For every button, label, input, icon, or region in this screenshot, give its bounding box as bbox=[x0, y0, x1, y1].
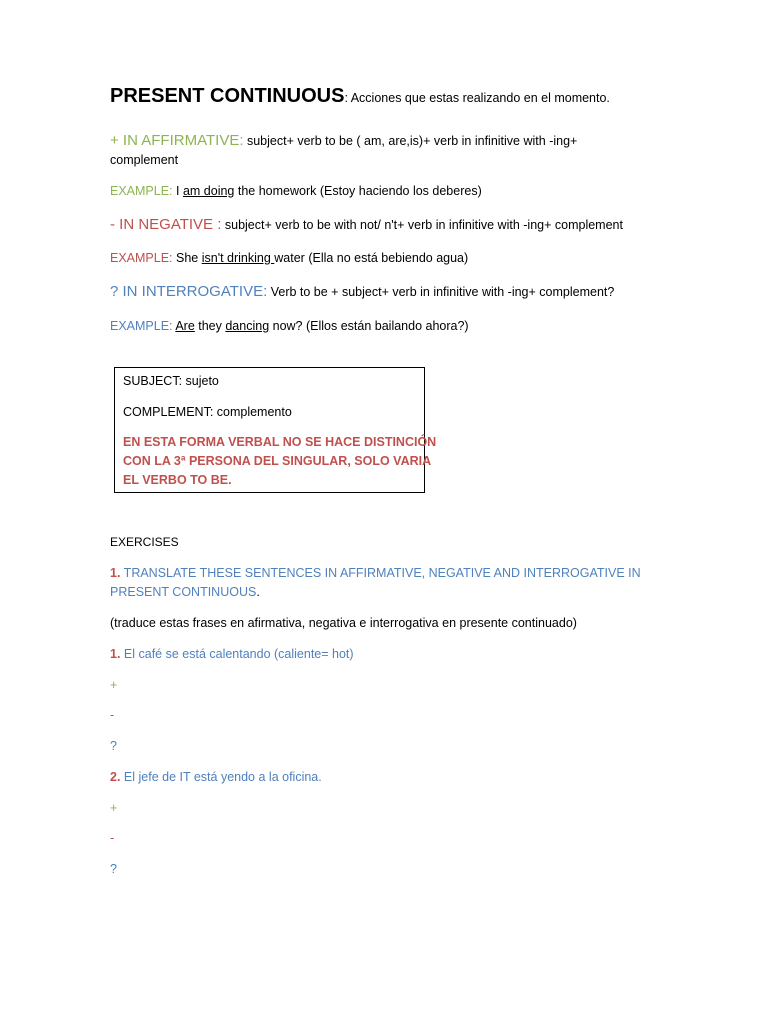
exercise-number: 1. bbox=[110, 566, 121, 580]
sentence-item bbox=[110, 646, 354, 662]
example-text: She bbox=[172, 251, 202, 265]
example-verb: dancing bbox=[225, 319, 270, 333]
example-label: EXAMPLE: bbox=[110, 251, 173, 265]
title-description: : Acciones que estas realizando en el momento. bbox=[344, 91, 610, 105]
warning-line: EN ESTA FORMA VERBAL NO SE HACE DISTINCIÓN bbox=[123, 435, 437, 449]
warning-line: EL VERBO TO BE. bbox=[123, 473, 232, 487]
affirmative-label: + IN AFFIRMATIVE: bbox=[110, 132, 244, 149]
affirmative-rule-continued: complement bbox=[110, 153, 179, 167]
example-label: EXAMPLE: bbox=[110, 184, 173, 198]
example-label: EXAMPLE: bbox=[110, 319, 173, 333]
negative-label: - IN NEGATIVE : bbox=[110, 216, 222, 233]
negative-rule-text: subject+ verb to be with not/ n't+ verb in infinitive with -ing+ complement bbox=[221, 218, 623, 232]
example-text: they bbox=[194, 319, 226, 333]
sentence-number: 1. bbox=[110, 647, 121, 661]
example-text: water (Ella no está bebiendo agua) bbox=[274, 251, 469, 265]
answer-affirmative-marker: + bbox=[110, 801, 118, 815]
interrogative-rule bbox=[110, 284, 614, 300]
period: . bbox=[256, 585, 260, 599]
example-text: the homework (Estoy haciendo los deberes) bbox=[234, 184, 482, 198]
answer-negative-marker: - bbox=[110, 708, 115, 722]
complement-note: COMPLEMENT: complemento bbox=[123, 405, 292, 419]
interrogative-label: ? IN INTERROGATIVE: bbox=[110, 283, 268, 300]
exercise-instruction-text: PRESENT CONTINUOUS bbox=[110, 585, 257, 599]
example-text: now? (Ellos están bailando ahora?) bbox=[269, 319, 469, 333]
interrogative-rule-text: Verb to be + subject+ verb in infinitive with -ing+ complement? bbox=[267, 285, 615, 299]
sentence-text: El jefe de IT está yendo a la oficina. bbox=[120, 770, 322, 784]
exercise-instruction bbox=[110, 565, 641, 581]
negative-example bbox=[110, 250, 468, 266]
answer-interrogative-marker: ? bbox=[110, 862, 117, 876]
sentence-text: El café se está calentando (caliente= hot) bbox=[120, 647, 354, 661]
affirmative-rule-text: subject+ verb to be ( am, are,is)+ verb in infinitive with -ing+ bbox=[243, 134, 578, 148]
note-box bbox=[114, 367, 437, 493]
example-verb: isn't drinking bbox=[201, 251, 275, 265]
exercises-heading: EXERCISES bbox=[110, 535, 179, 549]
answer-interrogative-marker: ? bbox=[110, 739, 117, 753]
exercise-instruction-continued bbox=[110, 584, 260, 600]
answer-negative-marker: - bbox=[110, 831, 115, 845]
example-verb: am doing bbox=[182, 184, 235, 198]
interrogative-example bbox=[110, 318, 469, 334]
answer-affirmative-marker: + bbox=[110, 678, 118, 692]
title-main: PRESENT CONTINUOUS bbox=[110, 85, 345, 107]
affirmative-example bbox=[110, 183, 482, 199]
sentence-number: 2. bbox=[110, 770, 121, 784]
subject-note: SUBJECT: sujeto bbox=[123, 374, 219, 388]
affirmative-rule bbox=[110, 133, 577, 149]
example-text: I bbox=[172, 184, 183, 198]
sentence-item bbox=[110, 769, 322, 785]
exercise-instruction-text: TRANSLATE THESE SENTENCES IN AFFIRMATIVE, NEGATIVE AND INTERROGATIVE IN bbox=[120, 566, 641, 580]
warning-line: CON LA 3ª PERSONA DEL SINGULAR, SOLO VARIA bbox=[123, 454, 432, 468]
example-verb: Are bbox=[175, 319, 195, 333]
page-title bbox=[110, 85, 610, 107]
exercise-instruction-spanish: (traduce estas frases en afirmativa, negativa e interrogativa en presente continuado) bbox=[110, 616, 577, 630]
negative-rule bbox=[110, 217, 623, 233]
